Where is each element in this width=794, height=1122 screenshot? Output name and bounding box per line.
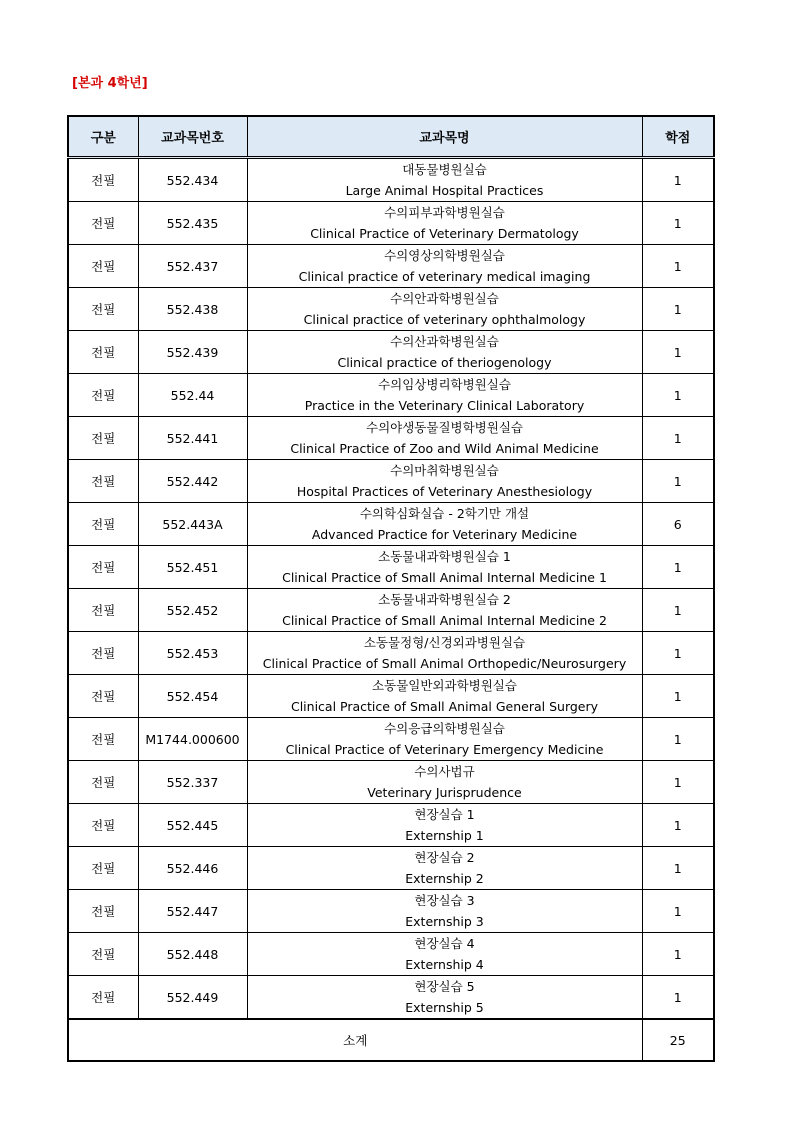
table-row [68, 933, 714, 976]
course-type: 전필 [68, 589, 138, 632]
course-name-ko: 수의영상의학병원실습 [384, 248, 505, 263]
course-type: 전필 [68, 503, 138, 546]
table-row [68, 804, 714, 847]
table-row [68, 460, 714, 503]
course-name-en: Hospital Practices of Veterinary Anesthesiology [296, 484, 593, 499]
course-name-ko: 소동물정형/신경외과병원실습 [363, 635, 526, 650]
course-name-ko: 대동물병원실습 [402, 162, 487, 177]
course-type: 전필 [68, 976, 138, 1020]
course-name [247, 589, 642, 632]
table-row [68, 632, 714, 675]
course-name-en: Clinical Practice of Zoo and Wild Animal Medicine [290, 441, 599, 456]
course-name-en: Externship 3 [405, 914, 484, 929]
table-row [68, 546, 714, 589]
course-type: 전필 [68, 288, 138, 331]
course-name-en: Clinical practice of veterinary medical imaging [298, 269, 591, 284]
table-row [68, 374, 714, 417]
table-row [68, 675, 714, 718]
course-name-ko: 수의산과학병원실습 [390, 334, 499, 349]
course-code: M1744.000600 [138, 718, 247, 761]
course-code: 552.454 [138, 675, 247, 718]
table-row [68, 976, 714, 1020]
course-type: 전필 [68, 804, 138, 847]
course-name [247, 374, 642, 417]
course-name [247, 158, 642, 202]
course-name [247, 761, 642, 804]
table-row [68, 158, 714, 202]
course-code: 552.437 [138, 245, 247, 288]
course-type: 전필 [68, 417, 138, 460]
course-name-en: Clinical Practice of Small Animal Internal Medicine 1 [282, 570, 607, 585]
course-code: 552.449 [138, 976, 247, 1020]
course-name-en: Clinical practice of theriogenology [337, 355, 552, 370]
course-code: 552.446 [138, 847, 247, 890]
table-row [68, 847, 714, 890]
course-credits: 1 [642, 158, 714, 202]
table-row [68, 202, 714, 245]
course-credits: 1 [642, 331, 714, 374]
course-credits: 1 [642, 288, 714, 331]
course-credits: 1 [642, 374, 714, 417]
course-code: 552.443A [138, 503, 247, 546]
course-name-en: Clinical Practice of Veterinary Dermatology [310, 226, 579, 241]
course-name-ko: 수의마취학병원실습 [390, 463, 499, 478]
course-type: 전필 [68, 847, 138, 890]
course-type: 전필 [68, 460, 138, 503]
course-name [247, 718, 642, 761]
table-row [68, 718, 714, 761]
course-type: 전필 [68, 331, 138, 374]
course-name [247, 288, 642, 331]
curriculum-table [67, 115, 715, 1062]
course-name [247, 546, 642, 589]
course-code: 552.439 [138, 331, 247, 374]
course-credits: 1 [642, 546, 714, 589]
table-row [68, 331, 714, 374]
course-name-en: Clinical Practice of Veterinary Emergency Medicine [285, 742, 604, 757]
course-type: 전필 [68, 890, 138, 933]
course-credits: 1 [642, 976, 714, 1020]
course-type: 전필 [68, 718, 138, 761]
course-type: 전필 [68, 374, 138, 417]
course-code: 552.445 [138, 804, 247, 847]
course-name [247, 331, 642, 374]
course-credits: 1 [642, 847, 714, 890]
course-name [247, 417, 642, 460]
course-name-en: Practice in the Veterinary Clinical Laboratory [304, 398, 585, 413]
course-code: 552.438 [138, 288, 247, 331]
course-code: 552.441 [138, 417, 247, 460]
course-credits: 1 [642, 589, 714, 632]
course-name-ko: 소동물내과학병원실습 1 [378, 549, 511, 564]
table-row [68, 417, 714, 460]
course-name-ko: 수의응급의학병원실습 [384, 721, 505, 736]
course-name [247, 890, 642, 933]
course-credits: 1 [642, 460, 714, 503]
subtotal-row [68, 1019, 714, 1061]
table-row [68, 890, 714, 933]
course-name [247, 460, 642, 503]
course-name-en: Clinical Practice of Small Animal Internal Medicine 2 [282, 613, 607, 628]
course-name-ko: 수의야생동물질병학병원실습 [366, 420, 523, 435]
course-credits: 1 [642, 761, 714, 804]
course-code: 552.452 [138, 589, 247, 632]
header-row [68, 116, 714, 158]
course-credits: 1 [642, 675, 714, 718]
course-type: 전필 [68, 158, 138, 202]
table-row [68, 288, 714, 331]
course-name [247, 202, 642, 245]
header-course-name: 교과목명 [247, 116, 642, 158]
table-row [68, 503, 714, 546]
course-name-ko: 수의피부과학병원실습 [384, 205, 505, 220]
course-code: 552.447 [138, 890, 247, 933]
course-name-ko: 소동물일반외과학병원실습 [372, 678, 517, 693]
course-code: 552.451 [138, 546, 247, 589]
course-name [247, 675, 642, 718]
course-type: 전필 [68, 202, 138, 245]
table-row [68, 589, 714, 632]
course-name-ko: 현장실습 5 [414, 979, 475, 994]
course-name-ko: 수의학심화실습 - 2학기만 개설 [359, 506, 530, 521]
course-name-en: Externship 1 [405, 828, 484, 843]
course-credits: 1 [642, 890, 714, 933]
subtotal-label: 소계 [68, 1019, 642, 1061]
course-name [247, 632, 642, 675]
header-credits: 학점 [642, 116, 714, 158]
course-name-en: Clinical Practice of Small Animal General Surgery [290, 699, 599, 714]
course-name [247, 245, 642, 288]
course-code: 552.434 [138, 158, 247, 202]
course-name-ko: 수의안과학병원실습 [390, 291, 499, 306]
course-name-en: Large Animal Hospital Practices [345, 183, 544, 198]
course-name-en: Veterinary Jurisprudence [367, 785, 522, 800]
table-row [68, 245, 714, 288]
course-name-en: Externship 4 [405, 957, 484, 972]
course-name-en: Externship 2 [405, 871, 484, 886]
course-type: 전필 [68, 546, 138, 589]
course-name-ko: 현장실습 3 [414, 893, 475, 908]
course-credits: 1 [642, 804, 714, 847]
course-code: 552.435 [138, 202, 247, 245]
course-type: 전필 [68, 761, 138, 804]
course-name-ko: 현장실습 4 [414, 936, 475, 951]
course-name [247, 847, 642, 890]
course-name-ko: 현장실습 2 [414, 850, 475, 865]
course-name [247, 976, 642, 1020]
course-credits: 1 [642, 632, 714, 675]
course-name-ko: 수의사법규 [414, 764, 475, 779]
course-type: 전필 [68, 675, 138, 718]
header-type: 구분 [68, 116, 138, 158]
table-body [68, 158, 714, 1020]
table-row [68, 761, 714, 804]
subtotal-value: 25 [642, 1019, 714, 1061]
course-name [247, 804, 642, 847]
header-course-code: 교과목번호 [138, 116, 247, 158]
course-name [247, 933, 642, 976]
course-type: 전필 [68, 632, 138, 675]
course-credits: 1 [642, 417, 714, 460]
course-name-en: Clinical Practice of Small Animal Orthopedic/Neurosurgery [262, 656, 627, 671]
course-credits: 1 [642, 718, 714, 761]
course-code: 552.448 [138, 933, 247, 976]
course-name-en: Externship 5 [405, 1000, 484, 1015]
course-name-ko: 수의임상병리학병원실습 [378, 377, 511, 392]
course-name [247, 503, 642, 546]
course-credits: 1 [642, 933, 714, 976]
course-credits: 1 [642, 245, 714, 288]
course-code: 552.453 [138, 632, 247, 675]
course-name-en: Clinical practice of veterinary ophthalmology [303, 312, 586, 327]
course-credits: 6 [642, 503, 714, 546]
course-name-ko: 현장실습 1 [414, 807, 475, 822]
course-name-en: Advanced Practice for Veterinary Medicine [311, 527, 578, 542]
course-code: 552.337 [138, 761, 247, 804]
course-type: 전필 [68, 933, 138, 976]
course-type: 전필 [68, 245, 138, 288]
course-name-ko: 소동물내과학병원실습 2 [378, 592, 511, 607]
course-code: 552.442 [138, 460, 247, 503]
course-code: 552.44 [138, 374, 247, 417]
section-title: [본과 4학년] [72, 76, 148, 91]
course-credits: 1 [642, 202, 714, 245]
